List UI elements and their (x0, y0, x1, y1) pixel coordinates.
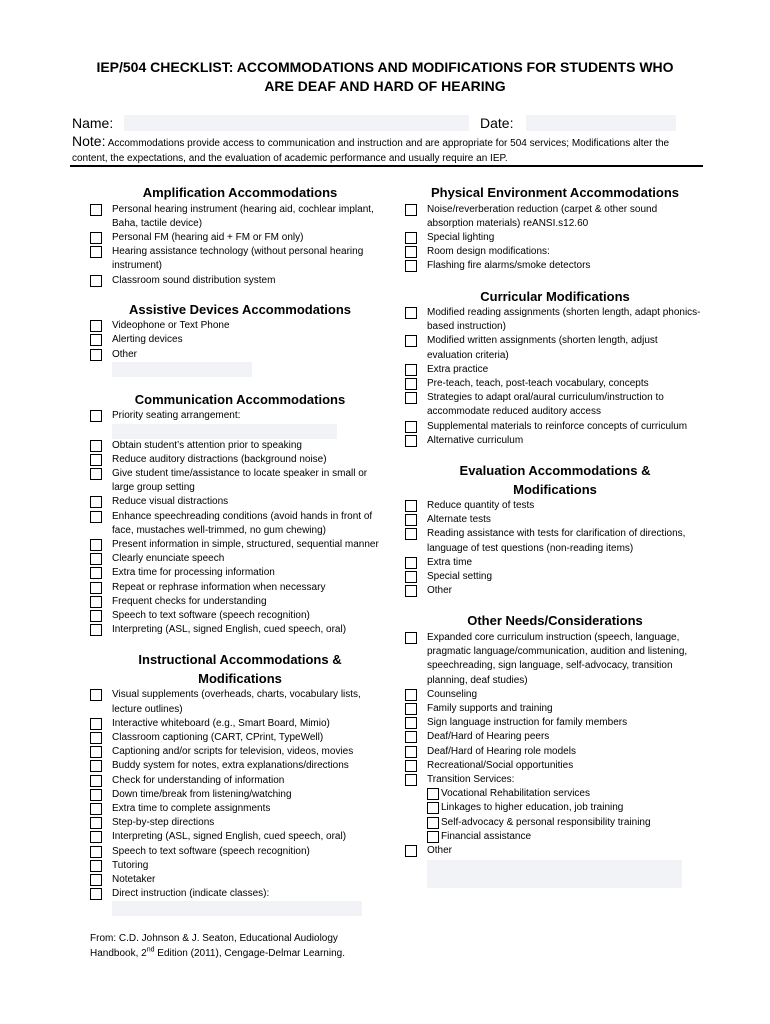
checklist-item (405, 231, 705, 245)
checklist-item-label: Supplemental materials to reinforce concepts of curriculum (427, 420, 688, 432)
amplification-list (90, 203, 390, 288)
checklist-item (405, 816, 705, 830)
checklist-item (405, 499, 705, 513)
checklist-item-label: Extra time for processing information (112, 567, 275, 579)
checkbox[interactable] (90, 732, 102, 744)
assistive-section (90, 301, 390, 377)
checklist-item-label: Alternative curriculum (427, 434, 524, 446)
other-needs-title: Other Needs/Considerations (467, 613, 643, 629)
checklist-item (90, 348, 390, 362)
checkbox[interactable] (90, 204, 102, 216)
checkbox[interactable] (90, 246, 102, 258)
checkbox[interactable] (405, 703, 417, 715)
transition-sub-list (405, 787, 705, 844)
checklist-item-label: Videophone or Text Phone (112, 320, 230, 332)
checkbox[interactable] (405, 528, 417, 540)
citation (90, 931, 380, 961)
checklist-item (405, 702, 705, 716)
checklist-item-label: Enhance speechreading conditions (avoid hands in front of face, mustaches well-trimmed, no gum chewing) (112, 510, 373, 536)
curricular-list (405, 306, 705, 448)
checklist-item-label: Visual supplements (overheads, charts, vocabulary lists, lecture outlines) (112, 689, 361, 715)
checklist-item (405, 745, 705, 759)
checklist-item (405, 391, 705, 419)
checkbox[interactable] (90, 232, 102, 244)
checklist-item (405, 259, 705, 273)
checklist-item-label: Extra time to complete assignments (112, 803, 271, 814)
checklist-item-label: Room design modifications: (427, 246, 550, 258)
curricular-title: Curricular Modifications (480, 288, 630, 304)
checkbox[interactable] (90, 624, 102, 636)
checklist-item (405, 716, 705, 730)
checklist-item-label: Direct instruction (indicate classes): (112, 888, 270, 900)
checkbox[interactable] (405, 378, 417, 390)
other-needs-list (405, 631, 705, 787)
checklist-item (90, 609, 390, 623)
checkbox[interactable] (405, 500, 417, 512)
checklist-item-label: Extra time (427, 556, 473, 568)
checklist-item (405, 730, 705, 744)
checklist-item (405, 377, 705, 391)
checkbox[interactable] (90, 610, 102, 622)
checklist-item-label: Financial assistance (441, 830, 532, 842)
checklist-item (90, 816, 390, 830)
checklist-item (90, 333, 390, 347)
checklist-item-label: Obtain student’s attention prior to speaking (112, 439, 302, 451)
note-text: Accommodations provide access to communication and instruction and are appropriate for 504 services; Modifications alter the content, the expectations, and the evaluation of academic performance and usually require an IEP. (72, 138, 670, 164)
checklist-item-label: Hearing assistance technology (without personal hearing instrument) (112, 246, 364, 272)
checkbox[interactable] (90, 760, 102, 772)
checkbox[interactable] (90, 789, 102, 801)
checkbox[interactable] (90, 454, 102, 466)
physical-list (405, 203, 705, 274)
checklist-item-label: Alternate tests (427, 514, 491, 526)
checklist-item (405, 203, 705, 231)
checklist-item-label: Special setting (427, 571, 493, 583)
checklist-item (90, 717, 390, 731)
title-line-2: ARE DEAF AND HARD OF HEARING (264, 78, 506, 94)
checklist-item-label: Modified written assignments (shorten length, adjust evaluation criteria) (427, 335, 658, 361)
checklist-item-label: Strategies to adapt oral/aural curriculum/instruction to accommodate reduced auditory access (427, 392, 664, 418)
checklist-item (90, 439, 390, 453)
evaluation-title-2: Modifications (513, 481, 597, 497)
checklist-item-label: Reading assistance with tests for clarification of directions, language of test questions (non-reading items) (427, 528, 686, 554)
checklist-item (90, 774, 390, 788)
citation-part-2: Edition (2011), Cengage-Delmar Learning. (154, 948, 345, 959)
checkbox[interactable] (90, 468, 102, 480)
checkbox[interactable] (90, 539, 102, 551)
checklist-item-label: Speech to text software (speech recognition) (112, 845, 310, 857)
checkbox[interactable] (405, 746, 417, 758)
checklist-item (90, 231, 390, 245)
checkbox[interactable] (90, 320, 102, 332)
checklist-item-label: Transition Services: (427, 774, 515, 785)
checkbox[interactable] (427, 831, 439, 843)
checklist-item-label: Notetaker (112, 874, 156, 886)
checklist-item-label: Captioning and/or scripts for television, videos, movies (112, 746, 354, 758)
checkbox[interactable] (405, 335, 417, 347)
checklist-item-label: Personal hearing instrument (hearing aid, cochlear implant, Baha, tactile device) (112, 203, 374, 229)
checkbox[interactable] (405, 557, 417, 569)
date-label: Date: (480, 115, 514, 131)
checklist-item (90, 245, 390, 273)
instructional-list (90, 688, 390, 916)
checklist-item (405, 513, 705, 527)
checklist-item-label: Flashing fire alarms/smoke detectors (427, 260, 591, 272)
checkbox[interactable] (90, 874, 102, 886)
write-in-field[interactable] (112, 901, 362, 916)
checklist-item (405, 773, 705, 787)
instructional-title-2: Modifications (198, 670, 282, 686)
checkbox[interactable] (427, 788, 439, 800)
checklist-item-label: Priority seating arrangement: (112, 410, 241, 422)
checklist-item (90, 759, 390, 773)
checklist-item (90, 623, 390, 637)
checklist-item (405, 434, 705, 448)
checklist-item-label: Alerting devices (112, 334, 183, 346)
checklist-item (90, 203, 390, 231)
checklist-item (405, 688, 705, 702)
physical-title: Physical Environment Accommodations (430, 185, 680, 200)
write-in-field[interactable] (112, 424, 337, 439)
evaluation-section (405, 462, 705, 598)
communication-list (90, 409, 390, 637)
checkbox[interactable] (90, 553, 102, 565)
checkbox[interactable] (90, 596, 102, 608)
checklist-item-label: Extra practice (427, 363, 489, 375)
checklist-item (90, 581, 390, 595)
checklist-item (405, 556, 705, 570)
name-field[interactable] (124, 115, 469, 131)
checklist-item (90, 409, 390, 423)
name-date-row (72, 115, 682, 133)
checklist-item (405, 787, 705, 801)
citation-part-1: From: C.D. Johnson & J. Seaton, Educational Audiology Handbook, 2 (90, 933, 338, 959)
checkbox[interactable] (405, 845, 417, 857)
checklist-item (405, 759, 705, 773)
checklist-item-label: Interpreting (ASL, signed English, cued speech, oral) (112, 831, 347, 843)
checkbox[interactable] (405, 760, 417, 772)
checklist-item-label: Sign language instruction for family members (427, 717, 628, 729)
checklist-item-label: Noise/reverberation reduction (carpet & other sound absorption materials) reANSI.s12.60 (427, 203, 658, 229)
checkbox[interactable] (90, 689, 102, 701)
checklist-item (90, 731, 390, 745)
write-in-field[interactable] (112, 362, 252, 377)
left-column (90, 184, 390, 916)
checklist-item (90, 467, 390, 495)
checklist-item-label: Buddy system for notes, extra explanations/directions (112, 760, 349, 772)
checkbox[interactable] (405, 246, 417, 258)
checklist-item (90, 830, 390, 844)
checklist-item-label: Reduce auditory distractions (background noise) (112, 453, 327, 465)
checkbox[interactable] (405, 392, 417, 404)
checklist-item-label: Speech to text software (speech recognition) (112, 609, 310, 621)
checkbox[interactable] (90, 567, 102, 579)
checklist-item (90, 510, 390, 538)
checkbox[interactable] (90, 888, 102, 900)
checklist-item-label: Other (427, 585, 453, 597)
checklist-item-label: Other (427, 845, 453, 857)
checklist-item (90, 538, 390, 552)
checkbox[interactable] (427, 802, 439, 814)
checklist-item (90, 873, 390, 887)
checklist-item-label: Classroom sound distribution system (112, 274, 276, 286)
checklist-item (90, 887, 390, 901)
checklist-item-label: Down time/break from listening/watching (112, 788, 292, 800)
checkbox[interactable] (90, 440, 102, 452)
checklist-item (90, 745, 390, 759)
assistive-title: Assistive Devices Accommodations (128, 301, 352, 317)
communication-title: Communication Accommodations (134, 391, 346, 407)
checkbox[interactable] (90, 860, 102, 872)
checkbox[interactable] (405, 774, 417, 786)
amplification-section (90, 184, 390, 288)
evaluation-title-1: Evaluation Accommodations & (459, 463, 651, 479)
checklist-item-label: Recreational/Social opportunities (427, 759, 574, 771)
checkbox[interactable] (405, 421, 417, 433)
checkbox[interactable] (405, 260, 417, 272)
checklist-item (90, 688, 390, 716)
checkbox[interactable] (90, 718, 102, 730)
checkbox[interactable] (405, 731, 417, 743)
instructional-title-1: Instructional Accommodations & (138, 652, 342, 668)
name-label: Name: (72, 115, 114, 131)
checklist-item-label: Step-by-step directions (112, 817, 215, 829)
checklist-item-label: Family supports and training (427, 702, 553, 714)
checklist-item (405, 584, 705, 598)
note-label: Note: (72, 133, 106, 149)
checklist-item (90, 453, 390, 467)
checkbox[interactable] (90, 511, 102, 523)
checklist-item (90, 566, 390, 580)
checklist-item-label: Linkages to higher education, job training (441, 802, 624, 814)
curricular-section (405, 288, 705, 449)
checkbox[interactable] (405, 717, 417, 729)
checkbox[interactable] (405, 514, 417, 526)
date-field[interactable] (526, 115, 676, 131)
checklist-item-label: Vocational Rehabilitation services (441, 788, 590, 800)
checklist-item (405, 306, 705, 334)
checklist-item-label: Counseling (427, 688, 478, 700)
checkbox[interactable] (90, 817, 102, 829)
checkbox[interactable] (90, 831, 102, 843)
checklist-item-label: Other (112, 348, 138, 360)
citation-superscript: nd (146, 946, 155, 954)
checklist-item-label: Present information in simple, structured, sequential manner (112, 538, 379, 550)
title-line-1: IEP/504 CHECKLIST: ACCOMMODATIONS AND MODIFICATIONS FOR STUDENTS WHO (96, 59, 674, 75)
checkbox[interactable] (90, 496, 102, 508)
checkbox[interactable] (90, 349, 102, 361)
checklist-item (405, 801, 705, 815)
checkbox[interactable] (90, 410, 102, 422)
right-column (405, 184, 705, 888)
checkbox[interactable] (90, 582, 102, 594)
note (72, 134, 698, 166)
checklist-item (405, 420, 705, 434)
checklist-item (90, 274, 390, 288)
document-title (60, 58, 710, 96)
checklist-item-label: Special lighting (427, 231, 495, 243)
checklist-item (405, 830, 705, 844)
checklist-item (405, 631, 705, 688)
physical-section (405, 184, 705, 274)
checkbox[interactable] (427, 817, 439, 829)
checklist-item-label: Interactive whiteboard (e.g., Smart Board, Mimio) (112, 717, 330, 729)
header-divider (70, 165, 703, 167)
checklist-item-label: Reduce visual distractions (112, 496, 229, 508)
checklist-item-label: Check for understanding of information (112, 774, 285, 786)
checkbox[interactable] (405, 689, 417, 701)
checkbox[interactable] (405, 585, 417, 597)
communication-section (90, 391, 390, 638)
checkbox[interactable] (405, 307, 417, 319)
checklist-item-label: Classroom captioning (CART, CPrint, TypeWell) (112, 731, 324, 743)
checklist-item-label: Clearly enunciate speech (112, 553, 225, 565)
checkbox[interactable] (90, 846, 102, 858)
checkbox[interactable] (90, 746, 102, 758)
checklist-item-label: Give student time/assistance to locate speaker in small or large group setting (112, 467, 368, 494)
checklist-item (405, 844, 705, 858)
other-needs-section (405, 612, 705, 888)
checklist-item (90, 595, 390, 609)
checklist-item-label: Pre-teach, teach, post-teach vocabulary, concepts (427, 378, 649, 390)
checklist-item (405, 334, 705, 362)
checkbox[interactable] (90, 275, 102, 287)
checkbox[interactable] (405, 435, 417, 447)
checklist-item (405, 245, 705, 259)
checklist-item (90, 845, 390, 859)
checklist-item (90, 802, 390, 816)
checklist-item (405, 527, 705, 555)
checklist-item-label: Frequent checks for understanding (112, 595, 267, 607)
checklist-item-label: Deaf/Hard of Hearing peers (427, 731, 550, 743)
checkbox[interactable] (90, 803, 102, 815)
assistive-list (90, 319, 390, 377)
checklist-item-label: Interpreting (ASL, signed English, cued speech, oral) (112, 624, 347, 636)
checkbox[interactable] (405, 364, 417, 376)
checkbox[interactable] (90, 334, 102, 346)
checklist-item (90, 552, 390, 566)
checklist-item-label: Tutoring (112, 859, 149, 871)
instructional-section (90, 651, 390, 916)
checklist-item (90, 495, 390, 509)
checklist-item-label: Personal FM (hearing aid + FM or FM only) (112, 231, 304, 243)
checklist-item (405, 363, 705, 377)
checkbox[interactable] (405, 632, 417, 644)
amplification-title: Amplification Accommodations (142, 185, 338, 200)
checklist-item-label: Deaf/Hard of Hearing role models (427, 745, 576, 757)
evaluation-list (405, 499, 705, 598)
checkbox[interactable] (405, 571, 417, 583)
checklist-item (90, 788, 390, 802)
checklist-item (405, 570, 705, 584)
checklist-item (90, 859, 390, 873)
checklist-item-label: Self-advocacy & personal responsibility training (441, 816, 651, 828)
checkbox[interactable] (90, 775, 102, 787)
checklist-item-label: Reduce quantity of tests (427, 500, 535, 512)
checkbox[interactable] (405, 204, 417, 216)
checkbox[interactable] (405, 232, 417, 244)
checklist-item-label: Expanded core curriculum instruction (speech, language, pragmatic language/communication, audition and listening, speechreading, sign language, self-advocacy, transition planning, deaf studies) (427, 631, 688, 686)
checklist-item (90, 319, 390, 333)
checklist-item-label: Modified reading assignments (shorten length, adapt phonics-based instruction) (427, 307, 701, 333)
other-needs-text-field[interactable] (427, 860, 682, 888)
checklist-item-label: Repeat or rephrase information when necessary (112, 581, 326, 593)
